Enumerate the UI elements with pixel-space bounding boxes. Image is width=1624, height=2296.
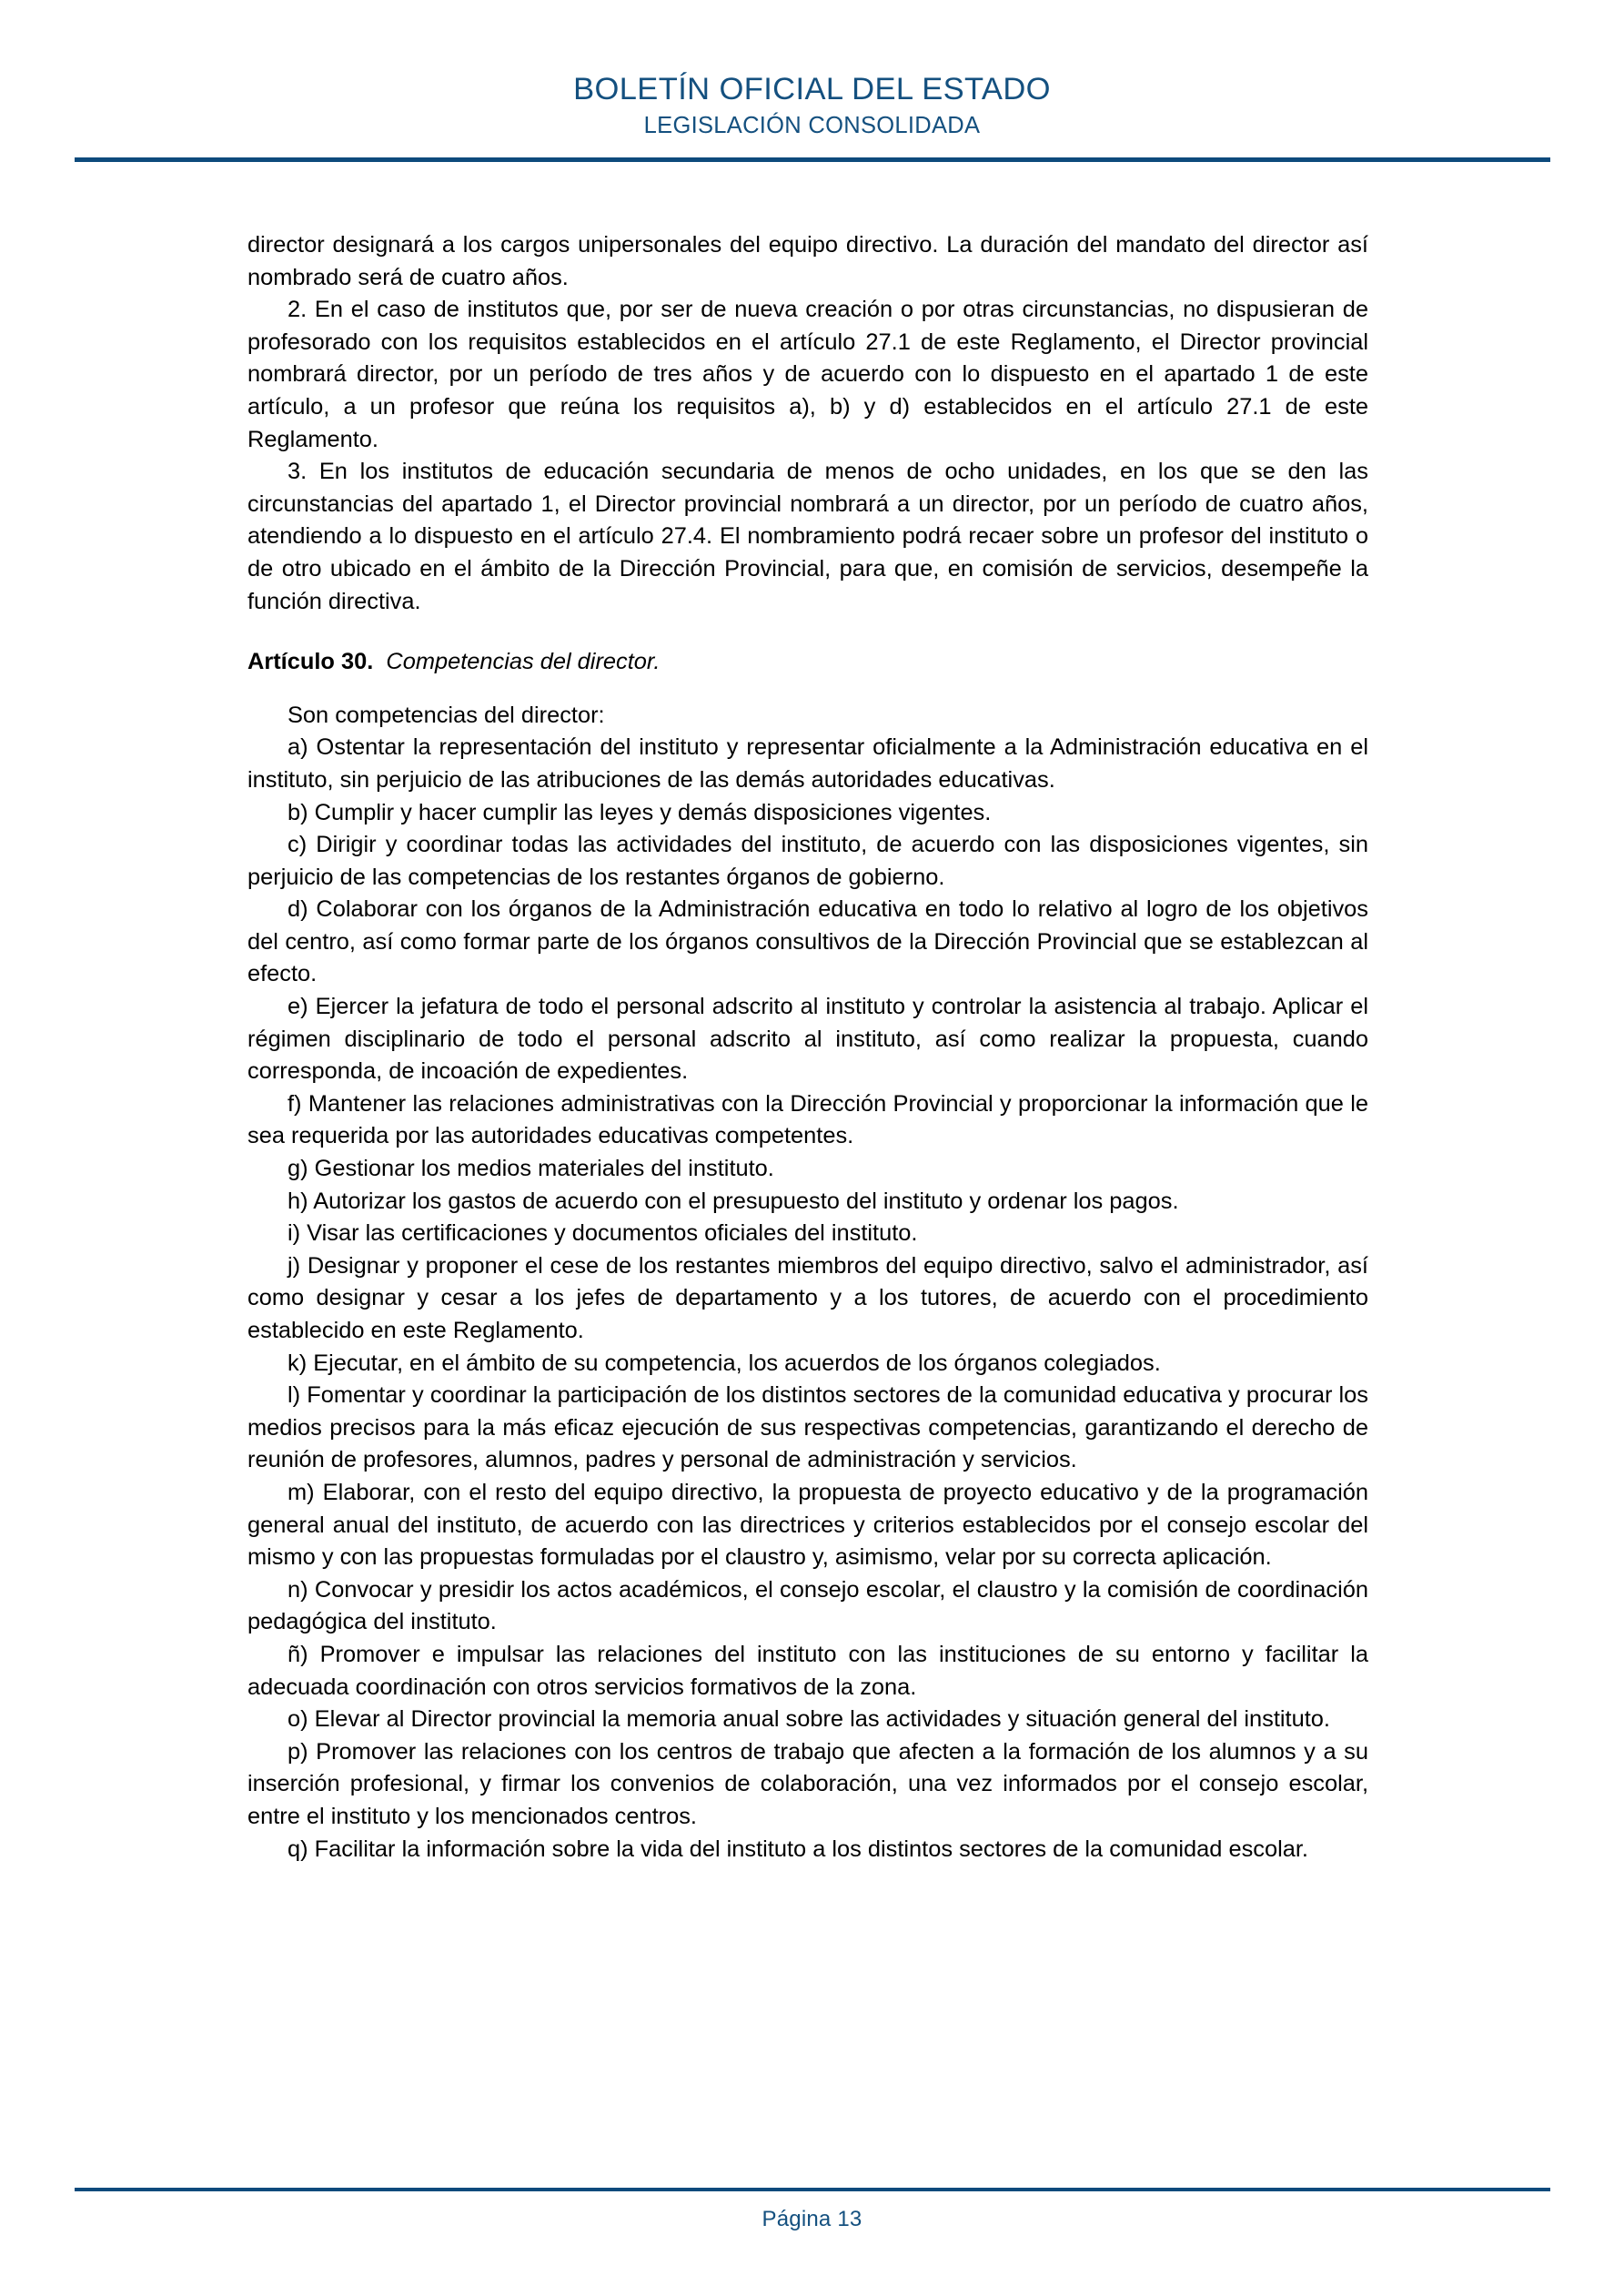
competence-item-l: l) Fomentar y coordinar la participación de los distintos sectores de la comunidad educativa y procurar los medios precisos para la más eficaz ejecución de sus respectivas competencias, garantizando el derecho de reunión de profesores, alumnos, padres y personal de administración y servicios. — [247, 1382, 1368, 1473]
competence-item-f: f) Mantener las relaciones administrativas con la Dirección Provincial y proporcionar la información que le sea requerida por las autoridades educativas competentes. — [247, 1090, 1368, 1149]
paragraph-3: 3. En los institutos de educación secundaria de menos de ocho unidades, en los que se den las circunstancias del apartado 1, el Director provincial nombrará a un director, por un período de cuatro años, atendiendo a lo dispuesto en el artículo 27.4. El nombramiento podrá recaer sobre un profesor del instituto o de otro ubicado en el ámbito de la Dirección Provincial, para que, en comisión de servicios, desempeñe la función directiva. — [247, 459, 1368, 614]
document-masthead — [0, 71, 1624, 140]
competence-item-m: m) Elaborar, con el resto del equipo directivo, la propuesta de proyecto educativo y de la programación general anual del instituto, de acuerdo con las directrices y criterios establecidos por el consejo escolar del mismo y con las propuestas formuladas por el claustro y, asimismo, velar por su correcta aplicación. — [247, 1479, 1368, 1571]
header-divider-rule — [75, 157, 1550, 162]
competences-intro: Son competencias del director: — [287, 702, 605, 728]
competence-item-b: b) Cumplir y hacer cumplir las leyes y demás disposiciones vigentes. — [287, 799, 992, 825]
footer-divider-rule — [75, 2188, 1550, 2191]
competence-item-p: p) Promover las relaciones con los centros de trabajo que afecten a la formación de los alumnos y a su inserción profesional, y firmar los convenios de colaboración, una vez informados por el consejo escolar, entre el instituto y los mencionados centros. — [247, 1738, 1368, 1829]
competence-item-c: c) Dirigir y coordinar todas las actividades del instituto, de acuerdo con las disposiciones vigentes, sin perjuicio de las competencias de los restantes órganos de gobierno. — [247, 832, 1368, 890]
article-heading-space — [373, 649, 386, 674]
paragraph-continuation: director designará a los cargos unipersonales del equipo directivo. La duración del mandato del director así nombrado será de cuatro años. — [247, 232, 1368, 290]
paragraph-2: 2. En el caso de institutos que, por ser de nueva creación o por otras circunstancias, no dispusieran de profesorado con los requisitos establecidos en el artículo 27.1 de este Reglamento, el Director provincial nombrará director, por un período de tres años y de acuerdo con lo dispuesto en el apartado 1 de este artículo, a un profesor que reúna los requisitos a), b) y d) establecidos en el artículo 27.1 de este Reglamento. — [247, 297, 1368, 452]
competence-item-h: h) Autorizar los gastos de acuerdo con el presupuesto del instituto y ordenar los pagos. — [287, 1188, 1179, 1214]
competence-item-o: o) Elevar al Director provincial la memoria anual sobre las actividades y situación general del instituto. — [287, 1706, 1330, 1733]
article-title: Competencias del director. — [386, 649, 661, 675]
competence-item-n: n) Convocar y presidir los actos académicos, el consejo escolar, el claustro y la comisión de coordinación pedagógica del instituto. — [247, 1576, 1368, 1635]
document-body — [247, 229, 1368, 1866]
publication-subtitle: LEGISLACIÓN CONSOLIDADA — [643, 112, 981, 138]
document-footer — [0, 2207, 1624, 2232]
competence-item-i: i) Visar las certificaciones y documentos oficiales del instituto. — [287, 1220, 918, 1247]
competence-item-q: q) Facilitar la información sobre la vida del instituto a los distintos sectores de la comunidad escolar. — [287, 1836, 1308, 1862]
competence-item-k: k) Ejecutar, en el ámbito de su competencia, los acuerdos de los órganos colegiados. — [287, 1350, 1161, 1376]
competence-item-e: e) Ejercer la jefatura de todo el personal adscrito al instituto y controlar la asistencia al trabajo. Aplicar el régimen disciplinario de todo el personal adscrito al instituto, así como realizar la propuesta, cuando corresponda, de incoación de expedientes. — [247, 994, 1368, 1085]
competence-item-g: g) Gestionar los medios materiales del instituto. — [287, 1156, 774, 1182]
competence-item-j: j) Designar y proponer el cese de los restantes miembros del equipo directivo, salvo el administrador, así como designar y cesar a los jefes de departamento y a los tutores, de acuerdo con el procedimiento establecido en este Reglamento. — [247, 1252, 1368, 1343]
competence-item-enie: ñ) Promover e impulsar las relaciones del instituto con las instituciones de su entorno y facilitar la adecuada coordinación con otros servicios formativos de la zona. — [247, 1641, 1368, 1700]
article-number: Artículo 30. — [247, 649, 374, 675]
page-number: Página 13 — [762, 2207, 862, 2231]
article-heading — [247, 618, 1368, 700]
competence-item-a: a) Ostentar la representación del instituto y representar oficialmente a la Administración educativa en el instituto, sin perjuicio de las atribuciones de las demás autoridades educativas. — [247, 734, 1368, 793]
publication-title: BOLETÍN OFICIAL DEL ESTADO — [573, 72, 1051, 106]
competence-item-d: d) Colaborar con los órganos de la Administración educativa en todo lo relativo al logro de los objetivos del centro, así como formar parte de los órganos consultivos de la Dirección Provincial que se establezcan al efecto. — [247, 896, 1368, 987]
